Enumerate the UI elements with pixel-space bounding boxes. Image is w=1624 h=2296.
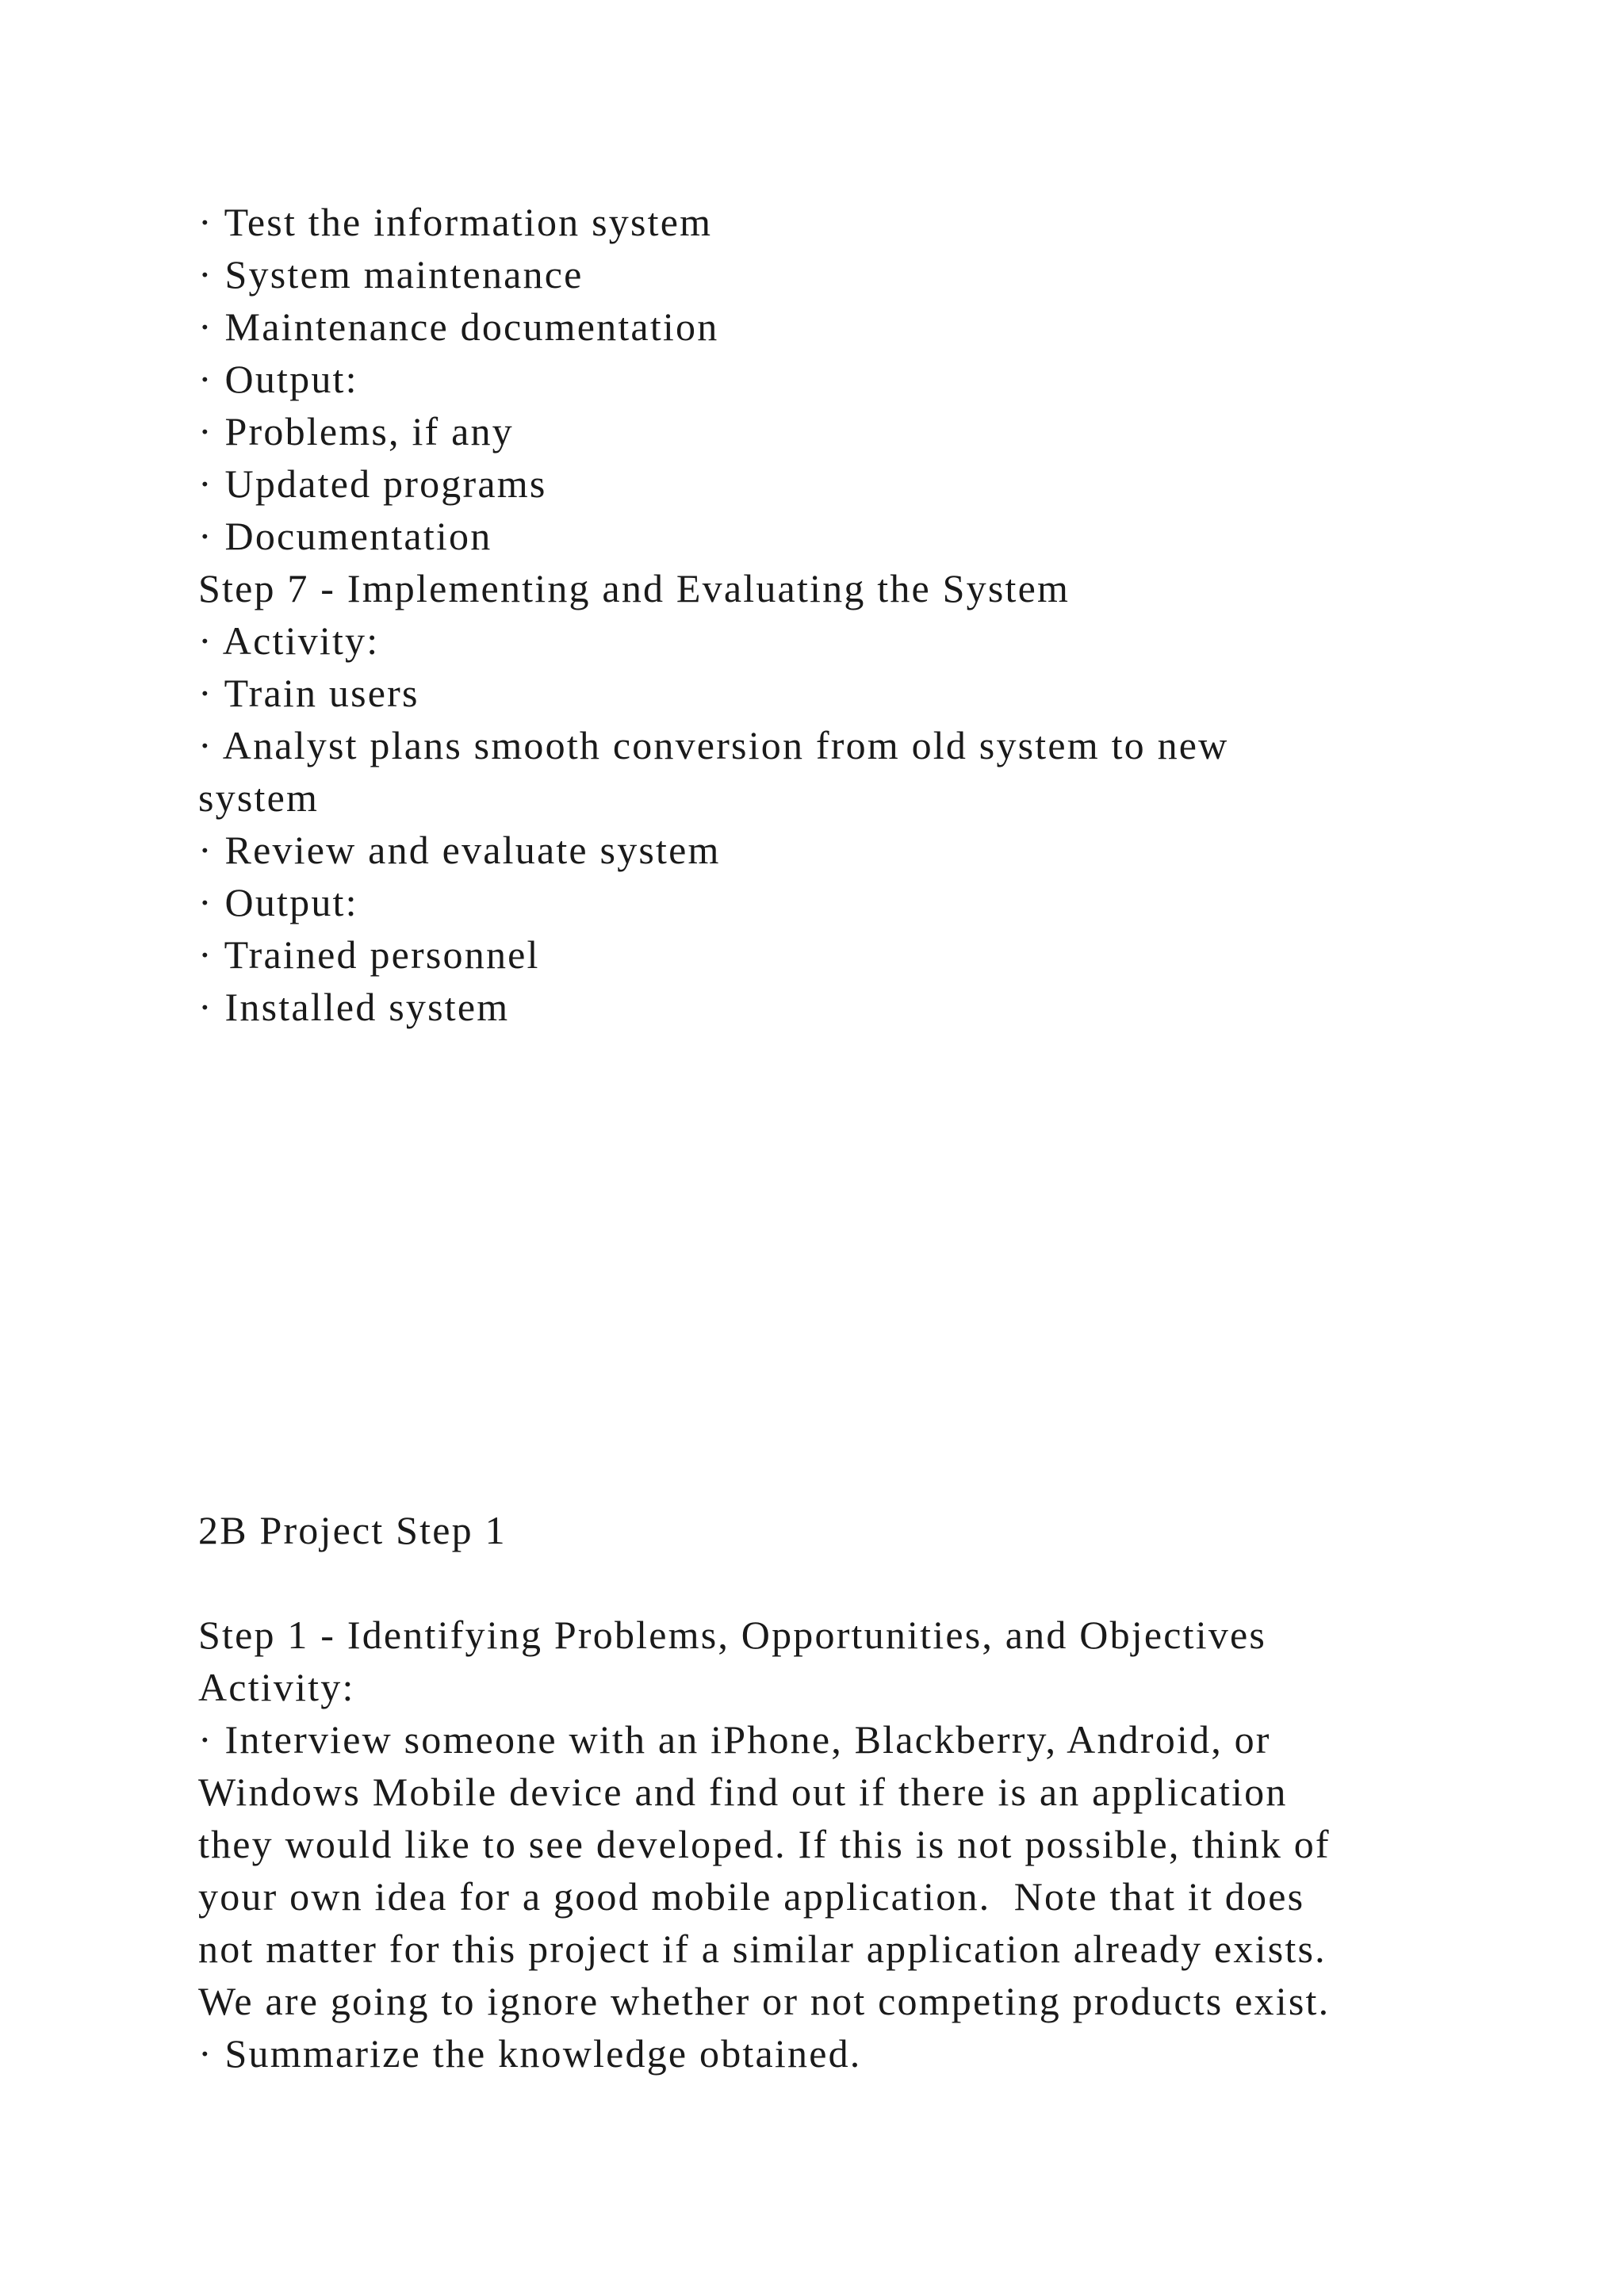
text-line: · Summarize the knowledge obtained. — [198, 2031, 862, 2076]
document-page — [198, 196, 1499, 2080]
step-heading: Step 7 - Implementing and Evaluating the System — [198, 566, 1071, 610]
text-line: · Output: — [198, 880, 358, 924]
text-line: · Output: — [198, 357, 358, 401]
text-line: not matter for this project if a similar application already exists. — [198, 1927, 1327, 1971]
text-line: · Train users — [198, 671, 419, 715]
text-line: · Installed system — [198, 985, 510, 1029]
section-title: 2B Project Step 1 — [198, 1508, 507, 1552]
page-spacer — [198, 1033, 1499, 1504]
step-heading: Step 1 - Identifying Problems, Opportunities, and Objectives — [198, 1613, 1267, 1657]
blank-line — [198, 1556, 1499, 1609]
text-line: · System maintenance — [198, 252, 584, 297]
text-line: · Maintenance documentation — [198, 304, 719, 349]
text-line: · Problems, if any — [198, 409, 514, 453]
text-line: your own idea for a good mobile application. Note that it does — [198, 1874, 1305, 1919]
text-line: · Review and evaluate system — [198, 828, 721, 872]
text-line: · Documentation — [198, 514, 492, 558]
text-line: · Updated programs — [198, 461, 547, 506]
text-line: Windows Mobile device and find out if there is an application — [198, 1770, 1288, 1814]
text-line: · Analyst plans smooth conversion from old system to new — [198, 723, 1229, 767]
text-line: We are going to ignore whether or not competing products exist. — [198, 1979, 1331, 2023]
text-line: Activity: — [198, 1665, 355, 1709]
text-line: they would like to see developed. If this is not possible, think of — [198, 1822, 1331, 1866]
text-line: · Activity: — [198, 618, 380, 663]
text-line: · Trained personnel — [198, 932, 540, 977]
section-sdlc-steps — [198, 196, 1499, 1033]
text-line: · Test the information system — [198, 200, 713, 244]
text-line: system — [198, 775, 320, 820]
text-line: · Interview someone with an iPhone, Blackberry, Android, or — [198, 1717, 1271, 1762]
section-project-step-1 — [198, 1504, 1499, 2080]
